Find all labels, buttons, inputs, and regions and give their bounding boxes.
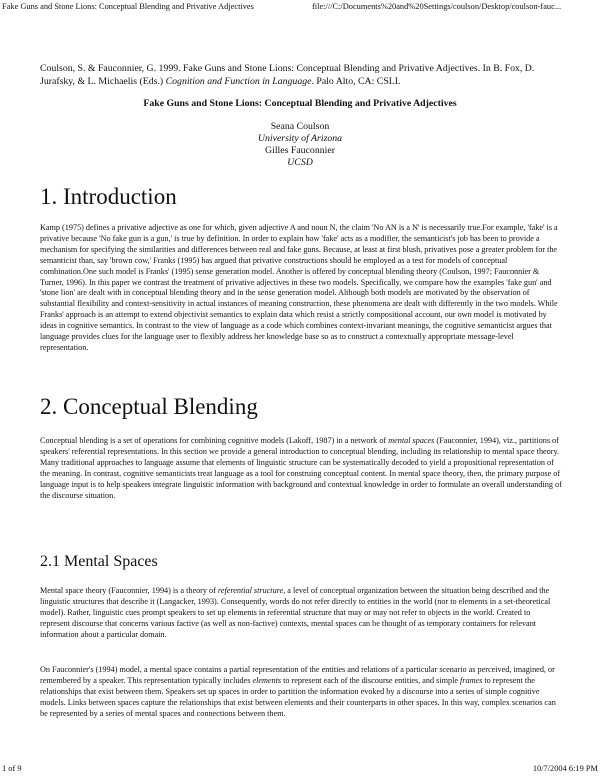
term-referential-structure: referential structure bbox=[217, 586, 284, 595]
author-affiliation: UCSD bbox=[287, 157, 313, 168]
introduction-paragraph: Kamp (1975) defines a privative adjective as one for which, given adjective A and noun N, the claim 'No AN is a N' is necessarily true.For example, 'fake' is a privative because 'No fake gun is a gun,' is true by definition. In order to explain how 'fake' acts as a modifier, the semanticist's job has been to provide a mechanism for specifying the similarities and differences between real and fake guns. Because, at least at first blush, privatives pose a greater problem for the semanticist than, say 'brown cow,' Franks (1995) has argued that privative constructions should be employed as a test for models of conceptual combination.One such model is Franks' (1995) sense generation model. Another is offered by conceptual blending theory (Coulson, 1997; Fauconnier & Turner, 1996). In this paper we contrast the treatment of privative adjectives in these two models. Specifically, we compare how the examples 'fake gun' and 'stone lion' are dealt with in conceptual blending theory and in the sense generation model. Although both models are motivated by the observation of substantial flexibility and context-sensitivity in actual instances of meaning construction, these phenomena are dealt with differently in the two models. While Franks' approach is an attempt to extend objectivist semantics to explain data which resist a strictly compositional account, our own model is motivated by ideas in cognitive semantics. In contrast to the view of language as a code which combines context-invariant meanings, the cognitive semanticist argues that language provides clues for the language user to flexibly address her knowledge base so as to construct a contextually appropriate message-level representation. bbox=[40, 223, 558, 352]
text-run: (Fauconnier, 1994), viz., partitions of speakers' referential representations. In this section we provide a general introduction to conceptual blending, including its relationship to mental space theory. Many traditional approaches to language assume that elements of linguistic structure can be systematically decoded to yield a propositional representation of the meaning. In contrast, cognitive semanticists treat language as a tool for construing conceptual content. In mental space theory, then, the primary purpose of language input is to help speakers integrate linguistic information with background and contextual knowledge in order to formulate an overall understanding of the discourse situation. bbox=[40, 436, 562, 500]
citation bbox=[40, 63, 560, 88]
subsection-heading-mental-spaces: 2.1 Mental Spaces bbox=[40, 553, 158, 570]
browser-print-header bbox=[0, 0, 600, 14]
text-run: to represent each of the discourse entities, and simple bbox=[281, 675, 461, 685]
browser-print-footer bbox=[0, 762, 600, 776]
header-page-title: Fake Guns and Stone Lions: Conceptual Blending and Privative Adjectives bbox=[2, 2, 254, 11]
author-affiliation: University of Arizona bbox=[257, 133, 343, 144]
text-run: to represent the relationships that exist between them. Speakers set up spaces in order to partition the information evoked by a discourse into a series of simple cognitive models. Links between spaces capture the relationships that exist between elements and their counterparts in other spaces. In this way, complex scenarios can be represented by a series of mental spaces and connections between them. bbox=[40, 675, 556, 718]
author-name: Gilles Fauconnier bbox=[265, 145, 335, 156]
section-heading-conceptual-blending: 2. Conceptual Blending bbox=[40, 394, 258, 419]
text-run: Conceptual blending is a set of operations for combining cognitive models (Lakoff, 1987) in a network of bbox=[40, 436, 389, 445]
paper-title: Fake Guns and Stone Lions: Conceptual Blending and Privative Adjectives bbox=[143, 98, 457, 109]
citation-lead: Coulson, S. & Fauconnier, G. 1999. Fake Guns and Stone Lions: Conceptual Blending and Privative Adjectives. In B. Fox, D. Jurafsky, & L. Michaelis (Eds.) bbox=[40, 63, 535, 87]
text-run: On Fauconnier's (1994) model, a mental space contains a partial representation of the entities and relations of a particular scenario as perceived, imagined, or remembered by a speaker. This representation typically includes bbox=[40, 665, 555, 685]
page-counter: 1 of 9 bbox=[2, 764, 22, 773]
term-frames: frames bbox=[460, 675, 483, 685]
term-elements: elements bbox=[252, 675, 282, 685]
print-timestamp: 10/7/2004 6:19 PM bbox=[532, 764, 598, 773]
term-mental-spaces: mental spaces bbox=[388, 436, 435, 445]
header-file-url: file:///C:/Documents%20and%20Settings/coulson/Desktop/coulson-fauc... bbox=[312, 2, 562, 11]
section-heading-introduction: 1. Introduction bbox=[40, 184, 177, 209]
text-run: Mental space theory (Fauconnier, 1994) is a theory of bbox=[40, 586, 218, 595]
blending-paragraph bbox=[40, 436, 562, 501]
author-name: Seana Coulson bbox=[270, 121, 330, 132]
author-block bbox=[0, 121, 600, 169]
mental-spaces-paragraph-1 bbox=[40, 586, 562, 641]
citation-tail: . Palo Alto, CA: CSLI. bbox=[311, 75, 401, 87]
citation-book-title: Cognition and Function in Language bbox=[165, 75, 312, 87]
text-run: , a level of conceptual organization between the situation being described and the linguistic structures that describe it (Langacker, 1993). Consequently, words do not refer directly to entities in the world (nor to elements in a set-theoretical model). Rather, linguistic cues prompt speakers to set up elements in referential structure that may or may not refer to objects in the world. Created to represent discourse that concerns various factive (as well as non-factive) contexts, mental spaces can be thought of as temporary containers for relevant information about a particular domain. bbox=[40, 586, 551, 639]
mental-spaces-paragraph-2 bbox=[40, 665, 562, 720]
